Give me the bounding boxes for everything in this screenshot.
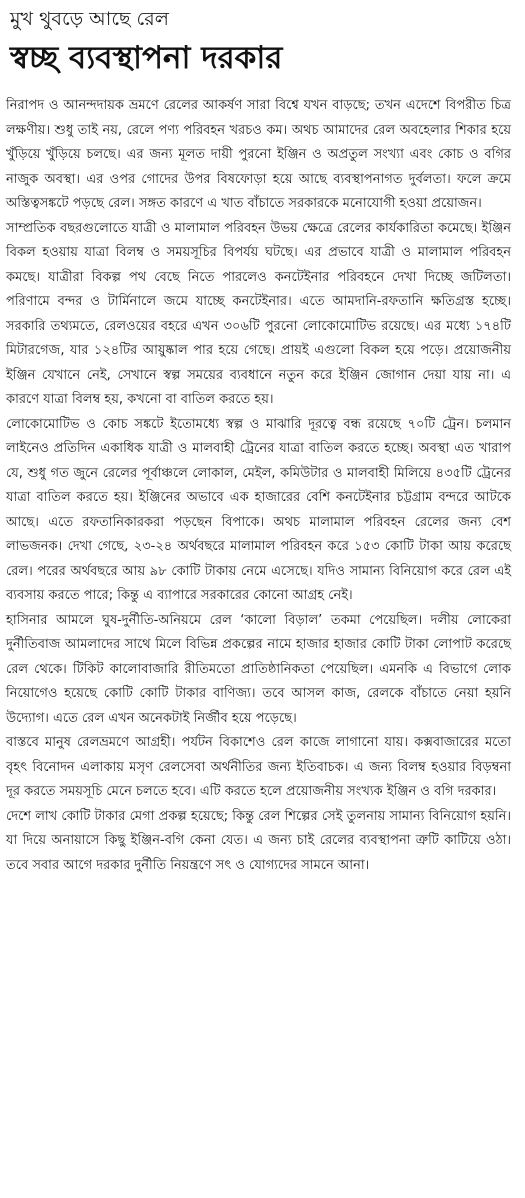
article-paragraph-1: নিরাপদ ও আনন্দদায়ক ভ্রমণে রেলের আকর্ষণ সারা বিশ্বে যখন বাড়ছে; তখন এদেশে বিপরীত চিত্র লক্ষণীয়। শুধু তাই নয়, রেলে পণ্য পরিবহন খরচও কম। অথচ আমাদের রেল অবহেলার শিকার হয়ে খুঁড়িয়ে খুঁড়িয়ে চলছে। এর জন্য মূলত দায়ী পুরনো ইঞ্জিন ও অপ্রতুল সংখ্যা এবং কোচ ও বগির নাজুক অবস্থা। এর ওপর গোদের উপর বিষফোড়া হয়ে আছে ব্যবস্থাপনাগত দুর্বলতা। ফলে ক্রমে অস্তিত্বসঙ্কটে পড়ছে রেল। সঙ্গত কারণে এ খাত বাঁচাতে সরকারকে মনোযোগী হওয়া প্রয়োজন। — [6, 98, 511, 211]
article-kicker: মুখ থুবড়ে আছে রেল — [10, 8, 169, 30]
article-body — [6, 94, 511, 878]
article-paragraph-2: সাম্প্রতিক বছরগুলোতে যাত্রী ও মালামাল পরিবহন উভয় ক্ষেত্রে রেলের কার্যকারিতা কমেছে। ইঞ্জিন বিকল হওয়ায় যাত্রা বিলম্ব ও সময়সূচির বিপর্যয় ঘটছে। এর প্রভাবে যাত্রী ও মালামাল পরিবহন কমছে। যাত্রীরা বিকল্প পথ বেছে নিতে পারলেও কনটেইনার পরিবহনে দেখা দিচ্ছে জটিলতা। পরিণামে বন্দর ও টার্মিনালে জমে যাচ্ছে কনটেইনার। এতে আমদানি-রফতানি ক্ষতিগ্রস্ত হচ্ছে। সরকারি তথ্যমতে, রেলওয়ের বহরে এখন ৩০৬টি পুরনো লোকোমোটিভ রয়েছে। এর মধ্যে ১৭৪টি মিটারগেজ, যার ১২৪টির আয়ুষ্কাল পার হয়ে গেছে। প্রায়ই এগুলো বিকল হয়ে পড়ে। প্রয়োজনীয় ইঞ্জিন যেখানে নেই, সেখানে স্বল্প সময়ের ব্যবধানে নতুন করে ইঞ্জিন জোগান দেয়া যায় না। এ কারণে যাত্রা বিলম্ব হয়, কখনো বা বাতিল করতে হয়। — [6, 220, 511, 407]
article-paragraph-6: দেশে লাখ কোটি টাকার মেগা প্রকল্প হয়েছে; কিন্তু রেল শিল্পের সেই তুলনায় সামান্য বিনিয়োগ হয়নি। যা দিয়ে অনায়াসে কিছু ইঞ্জিন-বগি কেনা যেত। এ জন্য চাই রেলের ব্যবস্থাপনা ত্রুটি কাটিয়ে ওঠা। তবে সবার আগে দরকার দুর্নীতি নিয়ন্ত্রণে সৎ ও যোগ্যদের সামনে আনা। — [6, 808, 511, 873]
article-paragraph-5: বাস্তবে মানুষ রেলভ্রমণে আগ্রহী। পর্যটন বিকাশেও রেল কাজে লাগানো যায়। কক্সবাজারের মতো বৃহৎ বিনোদন এলাকায় মসৃণ রেলসেবা অর্থনীতির জন্য ইতিবাচক। এ জন্য বিলম্ব হওয়ার বিড়ম্বনা দূর করতে সময়সূচি মেনে চলতে হবে। এটি করতে হলে প্রয়োজনীয় সংখ্যক ইঞ্জিন ও বগি দরকার। — [6, 735, 511, 799]
article-headline: স্বচ্ছ ব্যবস্থাপনা দরকার — [10, 40, 283, 76]
article-paragraph-4: হাসিনার আমলে ঘুষ-দুর্নীতি-অনিয়মে রেল ‘কালো বিড়াল’ তকমা পেয়েছিল। দলীয় লোকেরা দুর্নীতিবাজ আমলাদের সাথে মিলে বিভিন্ন প্রকল্পের নামে হাজার হাজার কোটি টাকা লোপাট করেছে রেল থেকে। টিকিট কালোবাজারি রীতিমতো প্রাতিষ্ঠানিকতা পেয়েছিল। এমনকি এ বিভাগে লোক নিয়োগেও হয়েছে কোটি কোটি টাকার বাণিজ্য। তবে আসল কাজ, রেলকে বাঁচাতে নেয়া হয়নি উদ্যোগ। এতে রেল এখন অনেকটাই নির্জীব হয়ে পড়েছে। — [6, 612, 511, 726]
article-paragraph-3: লোকোমোটিভ ও কোচ সঙ্কটে ইতোমধ্যে স্বল্প ও মাঝারি দূরত্বে বন্ধ রয়েছে ৭০টি ট্রেন। চলমান লাইনেও প্রতিদিন একাধিক যাত্রী ও মালবাহী ট্রেনের যাত্রা বাতিল করতে হচ্ছে। অবস্থা এত খারাপ যে, শুধু গত জুনে রেলের পূর্বাঞ্চলে লোকাল, মেইল, কমিউটার ও মালবাহী মিলিয়ে ৪৩৫টি ট্রেনের যাত্রা বাতিল করতে হয়। ইঞ্জিনের অভাবে এক হাজারের বেশি কনটেইনার চট্টগ্রাম বন্দরে আটকে আছে। এতে রফতানিকারকরা পড়ছেন বিপাকে। অথচ মালামাল পরিবহন রেলের জন্য বেশ লাভজনক। দেখা গেছে, ২৩-২৪ অর্থবছরে মালামাল পরিবহন করে ১৫৩ কোটি টাকা আয় করেছে রেল। পরের অর্থবছরে আয় ৯৮ কোটি টাকায় নেমে এসেছে। যদিও সামান্য বিনিয়োগ করে রেল এই ব্যবসায় করতে পারে; কিন্তু এ ব্যাপারে সরকারের কোনো আগ্রহ নেই। — [6, 416, 511, 603]
